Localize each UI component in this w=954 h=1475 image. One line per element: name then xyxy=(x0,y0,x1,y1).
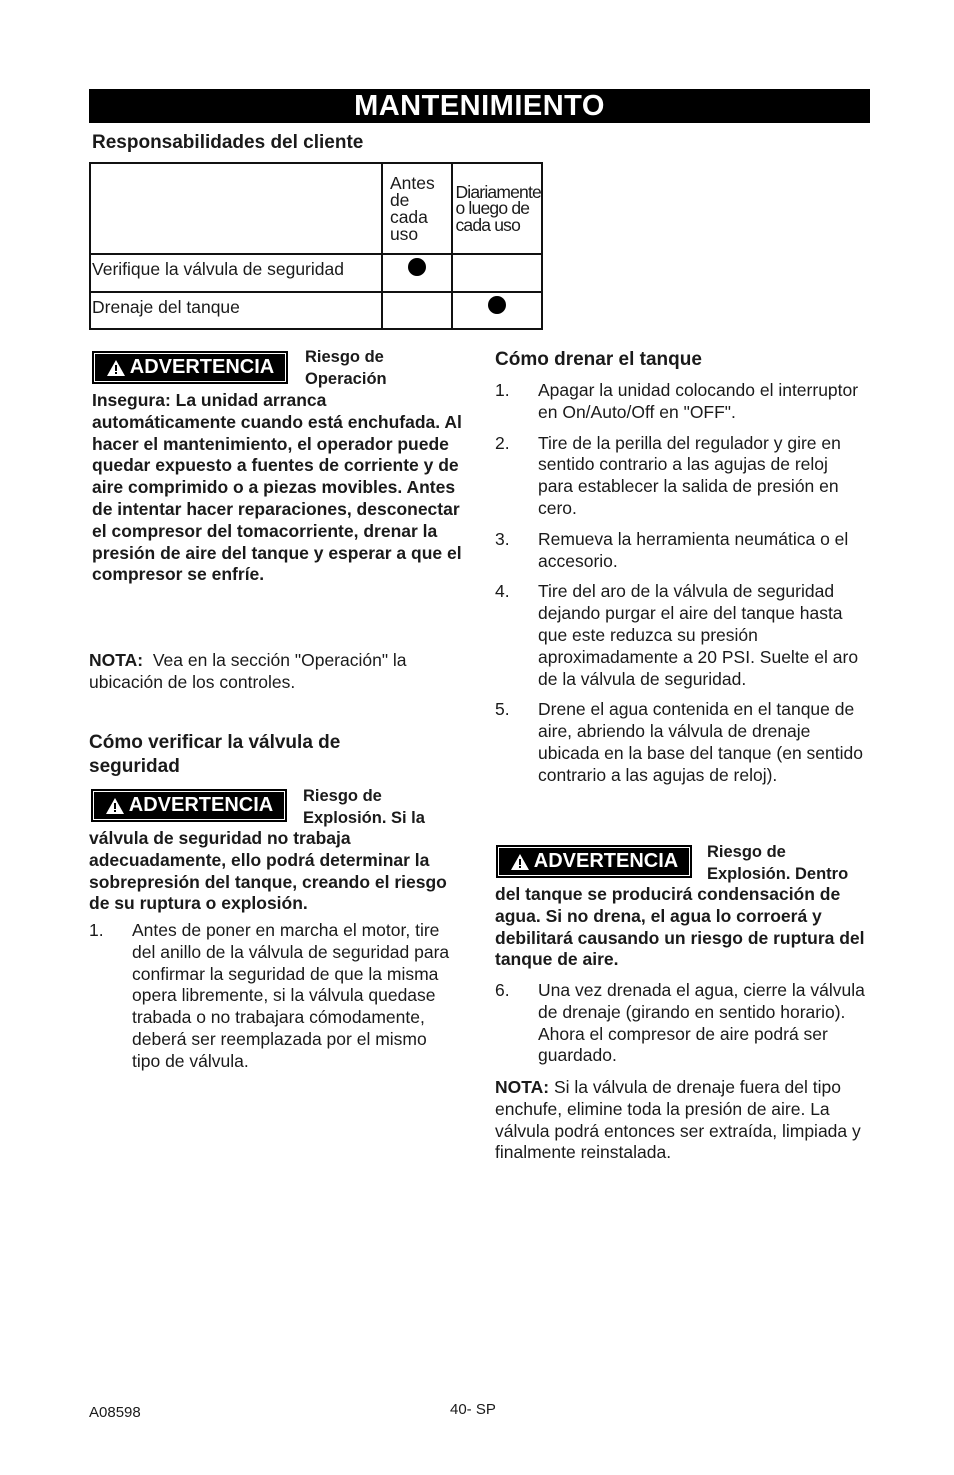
warning-badge-label: ADVERTENCIA xyxy=(533,850,679,872)
table-cell-daily xyxy=(452,292,542,329)
page-title: MANTENIMIENTO xyxy=(89,89,870,123)
warning-triangle-icon xyxy=(106,359,126,377)
table-row xyxy=(90,292,542,329)
list-item: 1. Apagar la unidad colocando el interruptor en On/Auto/Off en "OFF". xyxy=(495,380,859,422)
list-item: 5. Drene el agua contenida en el tanque de aire, abriendo la válvula de drenaje ubicada en la base del tanque (en sentido contrario a las agujas de reloj). xyxy=(495,699,863,785)
check-dot-icon xyxy=(488,296,506,314)
warning-body: Insegura: La unidad arranca automáticamente cuando está enchufada. Al hacer el mantenimiento, el operador puede quedar expuesto a fuentes de corriente y de aire comprimido o a piezas movibles. Antes de intentar hacer reparaciones, desconectar el compresor del tomacorriente, drenar la presión de aire del tanque y esperar a que el compresor se enfríe. xyxy=(92,390,462,585)
table-cell-daily xyxy=(452,254,542,292)
warning-side-text: Riesgo de Operación xyxy=(305,348,387,388)
page-number: 40- SP xyxy=(450,1401,496,1418)
drain-tank-heading: Cómo drenar el tanque xyxy=(495,349,702,370)
drain-tank-steps xyxy=(495,380,867,787)
responsibilities-heading: Responsabilidades del cliente xyxy=(92,132,364,153)
check-valve-steps xyxy=(89,920,457,1073)
warning-triangle-icon xyxy=(510,853,530,871)
table-header-blank xyxy=(90,163,382,254)
table-header-before-each-use: Antes de cada uso xyxy=(382,163,452,254)
note-operation xyxy=(89,650,461,694)
warning-side-text: Riesgo de Explosión. Dentro xyxy=(707,843,849,883)
note-text: Si la válvula de drenaje fuera del tipo enchufe, elimine toda la presión de aire. La válvula podrá entonces ser extraída, limpiada y finalmente reinstalada. xyxy=(495,1077,861,1163)
table-cell-before-each-use xyxy=(382,292,452,329)
note-text: Vea en la sección "Operación" la ubicación de los controles. xyxy=(89,650,407,692)
responsibilities-table xyxy=(89,162,543,328)
table-header-daily: Diariamente o luego de cada uso xyxy=(452,163,542,254)
check-valve-heading: Cómo verificar la válvula de seguridad xyxy=(89,732,341,777)
warning-badge xyxy=(496,845,692,878)
check-dot-icon xyxy=(408,258,426,276)
warning-badge-label: ADVERTENCIA xyxy=(129,356,275,378)
warning-badge-label: ADVERTENCIA xyxy=(128,794,274,816)
note-label: NOTA: xyxy=(89,650,144,670)
table-row-label: Drenaje del tanque xyxy=(90,292,382,329)
warning-side-text: Riesgo de Explosión. Si la xyxy=(303,787,425,827)
document-code: A08598 xyxy=(89,1404,141,1421)
warning-triangle-icon xyxy=(105,797,125,815)
warning-body: del tanque se producirá condensación de agua. Si no drena, el agua lo corroerá y debilitará causando un riesgo de ruptura del tanque de aire. xyxy=(495,884,865,970)
note-drain-valve xyxy=(495,1077,870,1164)
list-item: 1. Antes de poner en marcha el motor, tire del anillo de la válvula de seguridad para confirmar la seguridad de que la misma opera libremente, si la válvula quedase trabada o no trabajara cómodamente, deberá ser reemplazada por el mismo tipo de válvula. xyxy=(89,920,450,1071)
note-label: NOTA: xyxy=(495,1077,550,1097)
warning-badge xyxy=(92,351,288,384)
warning-body: válvula de seguridad no trabaja adecuadamente, ello podrá determinar la sobrepresión del tanque, creando el riesgo de su ruptura o explosión. xyxy=(89,828,447,914)
table-row-label: Verifique la válvula de seguridad xyxy=(90,254,382,292)
warning-badge xyxy=(91,789,287,822)
list-item: 2. Tire de la perilla del regulador y gire en sentido contrario a las agujas de reloj para establecer la salida de presión en cero. xyxy=(495,432,841,518)
drain-tank-steps-after xyxy=(495,980,867,1067)
list-item: 6. Una vez drenada el agua, cierre la válvula de drenaje (girando en sentido horario). Ahora el compresor de aire podrá ser guardado. xyxy=(495,980,865,1066)
table-cell-before-each-use xyxy=(382,254,452,292)
list-item: 3. Remueva la herramienta neumática o el accesorio. xyxy=(495,528,849,571)
table-row xyxy=(90,254,542,292)
list-item: 4. Tire del aro de la válvula de seguridad dejando purgar el aire del tanque hasta que este reduzca su presión aproximadamente a 20 PSI. Suelte el aro de la válvula de seguridad. xyxy=(495,581,859,689)
